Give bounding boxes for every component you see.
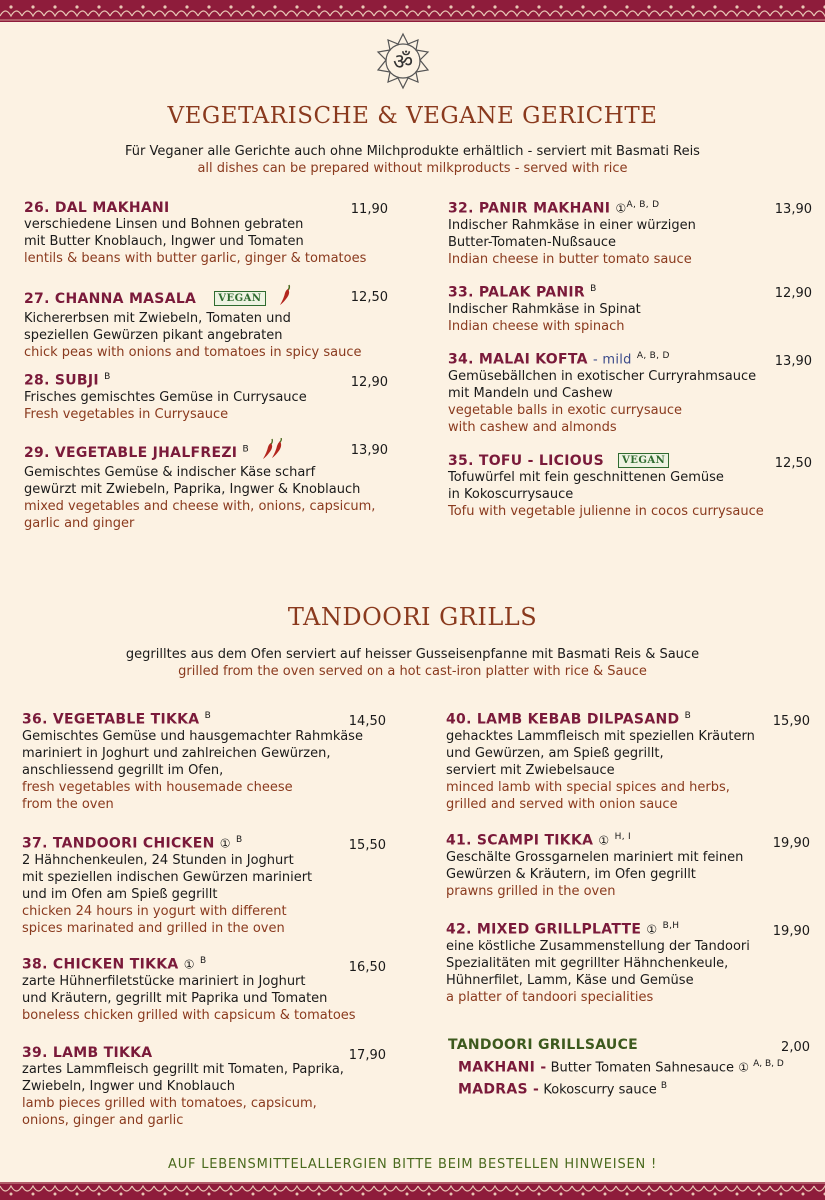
om-symbol-icon: [372, 30, 434, 92]
dish-price: 16,50: [348, 960, 386, 975]
top-decorative-border: [0, 0, 825, 22]
dish-name: 40. LAMB KEBAB DILPASAND: [446, 711, 680, 728]
allergen-code: B: [660, 1081, 668, 1092]
dish-description-en: minced lamb with special spices and herbs, grilled and served with onion sauce: [446, 779, 730, 812]
menu-item-palak-panir: [448, 284, 768, 335]
dish-description-en: Indian cheese in butter tomato sauce: [448, 251, 692, 267]
menu-item-scampi-tikka: [446, 832, 786, 900]
dish-description-de: Indischer Rahmkäse in Spinat: [448, 301, 641, 317]
vegan-badge: VEGAN: [214, 291, 265, 306]
dish-description-de: zarte Hühnerfiletstücke mariniert in Joghurt und Kräutern, gegrillt mit Paprika und Tomaten: [22, 973, 328, 1006]
dish-price: 17,90: [348, 1048, 386, 1063]
additive-icon: ①: [219, 836, 231, 851]
dish-name: 36. VEGETABLE TIKKA: [22, 711, 200, 728]
dish-description-en: vegetable balls in exotic currysauce with cashew and almonds: [448, 402, 682, 435]
dish-description-de: Geschälte Grossgarnelen mariniert mit feinen Gewürzen & Kräutern, im Ofen gegrillt: [446, 849, 744, 882]
dish-description-de: verschiedene Linsen und Bohnen gebraten mit Butter Knoblauch, Ingwer und Tomaten: [24, 217, 304, 249]
additive-icon: ①: [615, 201, 627, 216]
dish-name: 27. CHANNA MASALA: [24, 291, 197, 307]
dish-name: 39. LAMB TIKKA: [22, 1045, 153, 1061]
bottom-decorative-border: [0, 1182, 825, 1200]
dish-description-en: prawns grilled in the oven: [446, 883, 616, 899]
sauce-item-madras: MADRAS - Kokoscurry sauce $^B$: [458, 1081, 668, 1098]
allergy-notice: AUF LEBENSMITTELALLERGIEN BITTE BEIM BESTELLEN HINWEISEN !: [168, 1157, 657, 1172]
dish-description-en: Indian cheese with spinach: [448, 318, 625, 334]
dish-description-de: Kichererbsen mit Zwiebeln, Tomaten und speziellen Gewürzen pikant angebraten: [24, 311, 291, 343]
dish-price: 19,90: [772, 924, 810, 939]
dish-name: 28. SUBJI: [24, 372, 99, 389]
dish-description-en: boneless chicken grilled with capsicum & tomatoes: [22, 1007, 356, 1023]
dish-description-de: eine köstliche Zusammenstellung der Tandoori Spezialitäten mit gegrillter Hähnchenkeule, Hühnerfilet, Lamm, Käse und Gemüse: [446, 938, 750, 988]
dish-description-de: Frisches gemischtes Gemüse in Currysauce: [24, 389, 307, 405]
svg-text:ॐ: ॐ: [392, 50, 414, 75]
veg-section-title: VEGETARISCHE & VEGANE GERICHTE: [167, 103, 658, 129]
dish-description-en: Tofu with vegetable julienne in cocos currysauce: [448, 504, 764, 519]
dish-description-de: gehacktes Lammfleisch mit speziellen Kräutern und Gewürzen, am Spieß gegrillt, serviert mit Zwiebelsauce: [446, 728, 755, 778]
dish-name: 26. DAL MAKHANI: [24, 200, 170, 216]
allergen-code: H, I: [614, 832, 632, 842]
dish-description-en: a platter of tandoori specialities: [446, 989, 654, 1005]
dish-description-de: 2 Hähnchenkeulen, 24 Stunden in Joghurt mit speziellen indischen Gewürzen mariniert und im Ofen am Spieß gegrillt: [22, 852, 313, 902]
dish-description-en: lentils & beans with butter garlic, ginger & tomatoes: [24, 251, 367, 266]
dish-price: 15,90: [772, 714, 810, 729]
dish-price: 14,50: [348, 714, 386, 729]
dish-name: 32. PANIR MAKHANI: [448, 200, 611, 217]
tandoori-subtitle-en: grilled from the oven served on a hot cast-iron platter with rice & Sauce: [178, 664, 647, 679]
dish-price: 12,50: [774, 456, 812, 471]
allergen-code: A, B, D: [753, 1059, 784, 1069]
dish-price: 19,90: [772, 836, 810, 851]
dish-price: 13,90: [350, 443, 388, 458]
allergen-code: B,H: [662, 921, 680, 931]
dish-description-en: Fresh vegetables in Currysauce: [24, 406, 229, 422]
dish-description-de: Gemischtes Gemüse & indischer Käse scharf gewürzt mit Zwiebeln, Paprika, Ingwer & Knoblauch: [24, 465, 361, 497]
allergen-code: A, B, D: [636, 351, 670, 361]
grillsauce-price: 2,00: [781, 1040, 810, 1055]
veg-subtitle-en: all dishes can be prepared without milkproducts - served with rice: [197, 161, 628, 176]
additive-icon: ①: [598, 833, 610, 848]
dish-name: 38. CHICKEN TIKKA: [22, 956, 179, 973]
dish-description-de: zartes Lammfleisch gegrillt mit Tomaten, Paprika, Zwiebeln, Ingwer und Knoblauch: [22, 1062, 344, 1094]
dish-description-de: Gemüsebällchen in exotischer Curryrahmsauce mit Mandeln und Cashew: [448, 368, 757, 401]
allergen-code: A, B, D: [626, 200, 660, 210]
dish-price: 12,90: [350, 375, 388, 390]
grillsauce-title: TANDOORI GRILLSAUCE: [448, 1037, 639, 1053]
dish-price: 11,90: [350, 202, 388, 217]
dish-description-en: fresh vegetables with housemade cheese from the oven: [22, 779, 293, 812]
allergen-code: B: [236, 835, 243, 845]
menu-item-malai-kofta: [448, 351, 788, 436]
dish-price: 13,90: [774, 202, 812, 217]
dish-description-en: mixed vegetables and cheese with, onions, capsicum, garlic and ginger: [24, 499, 376, 531]
dish-name: 34. MALAI KOFTA: [448, 351, 588, 368]
additive-icon: ①: [738, 1060, 749, 1075]
allergen-code: B: [590, 284, 597, 294]
dish-name: 35. TOFU - LICIOUS: [448, 453, 604, 469]
dish-price: 13,90: [774, 354, 812, 369]
allergen-code: B: [242, 444, 249, 455]
dish-price: 12,90: [774, 286, 812, 301]
dish-name: 42. MIXED GRILLPLATTE: [446, 921, 642, 938]
sauce-item-makhani: MAKHANI - Butter Tomaten Sahnesauce ① $^{A, B, D}$: [458, 1059, 784, 1076]
dish-name: 29. VEGETABLE JHALFREZI: [24, 445, 238, 461]
dish-price: 15,50: [348, 838, 386, 853]
menu-item-panir-makhani: [448, 200, 768, 268]
dish-price: 12,50: [350, 290, 388, 305]
dish-description-de: Indischer Rahmkäse in einer würzigen Butter-Tomaten-Nußsauce: [448, 217, 696, 250]
dish-description-en: chicken 24 hours in yogurt with different spices marinated and grilled in the oven: [22, 903, 287, 936]
tandoori-section-title: TANDOORI GRILLS: [287, 603, 538, 631]
vegan-badge: VEGAN: [618, 453, 669, 468]
menu-item-tofu-licious: [448, 453, 788, 520]
dish-name: 41. SCAMPI TIKKA: [446, 832, 594, 849]
dish-name: 37. TANDOORI CHICKEN: [22, 835, 215, 852]
veg-subtitle-de: Für Veganer alle Gerichte auch ohne Milchprodukte erhältlich - serviert mit Basmati Reis: [125, 144, 700, 159]
additive-icon: ①: [646, 922, 658, 937]
dish-name: 33. PALAK PANIR: [448, 284, 585, 301]
allergen-code: B: [199, 956, 207, 966]
chili-icon: [261, 438, 285, 464]
allergen-code: B: [204, 711, 212, 721]
chili-icon: [278, 284, 292, 310]
additive-icon: ①: [183, 957, 195, 972]
dish-description-en: lamb pieces grilled with tomatoes, capsicum, onions, ginger and garlic: [22, 1096, 317, 1128]
dish-description-en: chick peas with onions and tomatoes in spicy sauce: [24, 345, 362, 360]
menu-item-lamb-kebab-dilpasand: [446, 711, 786, 813]
dish-description-de: Gemischtes Gemüse und hausgemachter Rahmkäse mariniert in Joghurt und zahlreichen Gewürzen, anschliessend gegrillt im Ofen,: [22, 728, 363, 778]
mild-label: - mild: [592, 352, 632, 368]
allergen-code: B: [104, 372, 111, 382]
grillsauce-block: [448, 1037, 788, 1098]
tandoori-subtitle-de: gegrilltes aus dem Ofen serviert auf heisser Gusseisenpfanne mit Basmati Reis & Sauce: [125, 647, 700, 662]
allergen-code: B: [684, 711, 692, 721]
menu-item-mixed-grillplatte: [446, 921, 786, 1006]
dish-description-de: Tofuwürfel mit fein geschnittenen Gemüse in Kokoscurrysauce: [448, 470, 724, 502]
